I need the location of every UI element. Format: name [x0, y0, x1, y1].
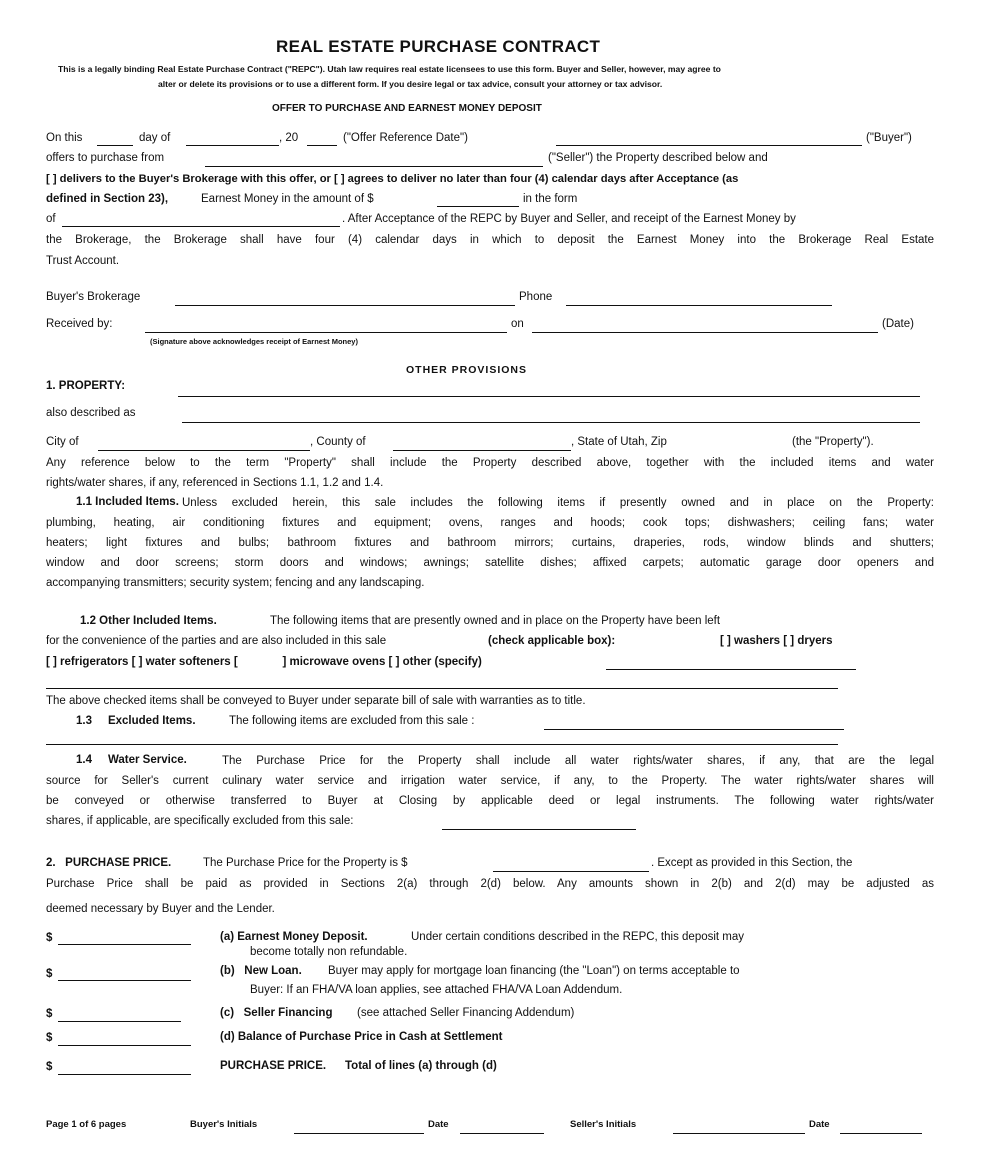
check-applicable-label: (check applicable box): — [488, 635, 616, 647]
phone-label: Phone — [519, 291, 553, 303]
total-price-text: Total of lines (a) through (d) — [345, 1060, 497, 1072]
other-included-label: 1.2 Other Included Items. — [80, 615, 217, 627]
phone-field[interactable] — [566, 305, 832, 306]
water-excluded-field[interactable] — [442, 829, 636, 830]
water-service-line-3: be conveyed or otherwise transferred to Buyer at Closing by applicable deed or legal instruments. The following water rights/water — [46, 795, 934, 807]
purchase-price-line-2: Purchase Price shall be paid as provided in Sections 2(a) through 2(d) below. Any amounts shown in 2(b) and 2(d) may be adjusted as — [46, 878, 934, 890]
other-included-line-2: for the convenience of the parties and are also included in this sale — [46, 635, 387, 647]
included-items-line-1: Unless excluded herein, this sale includes the following items if presently owned and in place on the Property: — [182, 497, 934, 509]
seller-label: ("Seller") the Property described below and — [548, 152, 768, 164]
county-field[interactable] — [393, 450, 571, 451]
washers-dryers-checkboxes[interactable]: [ ] washers [ ] dryers — [720, 635, 833, 647]
offers-from-label: offers to purchase from — [46, 152, 165, 164]
seller-financing-text: (see attached Seller Financing Addendum) — [357, 1007, 575, 1019]
buyer-name-field[interactable] — [556, 145, 862, 146]
received-date-field[interactable] — [532, 332, 878, 333]
buyer-label: ("Buyer") — [866, 132, 912, 144]
state-zip-label: , State of Utah, Zip — [571, 436, 667, 448]
page-number: Page 1 of 6 pages — [46, 1119, 127, 1130]
received-by-label: Received by: — [46, 318, 113, 330]
buyers-initials-label: Buyer's Initials — [190, 1119, 258, 1130]
purchase-price-text: The Purchase Price for the Property is $ — [203, 857, 408, 869]
included-items-line-3: heaters; light fixtures and bulbs; bathroom fixtures and bathroom mirrors; curtains, draperies, rods, window blinds and shutters; — [46, 537, 934, 549]
balance-cash-amount-field[interactable] — [58, 1045, 191, 1046]
included-items-line-5: accompanying transmitters; security system; fencing and any landscaping. — [46, 577, 425, 589]
defined-section: defined in Section 23), — [46, 193, 169, 205]
seller-financing-label: (c) Seller Financing — [220, 1007, 333, 1019]
dollar-sign-a: $ — [46, 932, 53, 944]
water-service-line-2: source for Seller's current culinary water service and irrigation water service, if any, to the Property. The water rights/water shares will — [46, 775, 934, 787]
other-provisions-heading: OTHER PROVISIONS — [406, 364, 528, 376]
on-this-label: On this — [46, 132, 83, 144]
earnest-deposit-text-2: become totally non refundable. — [250, 946, 408, 958]
total-price-field[interactable] — [58, 1074, 191, 1075]
buyers-initials-field[interactable] — [294, 1133, 424, 1134]
seller-date-label: Date — [809, 1119, 830, 1130]
section-title-offer: OFFER TO PURCHASE AND EARNEST MONEY DEPOSIT — [272, 103, 542, 114]
buyers-brokerage-label: Buyer's Brokerage — [46, 291, 141, 303]
buyer-date-label: Date — [428, 1119, 449, 1130]
seller-date-field[interactable] — [840, 1133, 922, 1134]
signature-note: (Signature above acknowledges receipt of Earnest Money) — [150, 337, 358, 346]
dollar-sign-b: $ — [46, 968, 53, 980]
buyer-date-field[interactable] — [460, 1133, 544, 1134]
purchase-price-line-3: deemed necessary by Buyer and the Lender. — [46, 903, 275, 915]
earnest-deposit-amount-field[interactable] — [58, 944, 191, 945]
water-service-line-4: shares, if applicable, are specifically excluded from this sale: — [46, 815, 354, 827]
the-property-label: (the "Property"). — [792, 436, 874, 448]
property-label: 1. PROPERTY: — [46, 380, 126, 392]
other-included-line-1: The following items that are presently owned and in place on the Property have been left — [270, 615, 721, 627]
earnest-form-field[interactable] — [62, 226, 340, 227]
trust-account-text: Trust Account. — [46, 255, 120, 267]
month-field[interactable] — [186, 145, 279, 146]
also-described-label: also described as — [46, 407, 136, 419]
city-of-label: City of — [46, 436, 79, 448]
earnest-deposit-label: (a) Earnest Money Deposit. — [220, 931, 368, 943]
year-field[interactable] — [307, 145, 337, 146]
earnest-amount-field[interactable] — [437, 206, 519, 207]
delivers-line: [ ] delivers to the Buyer's Brokerage with this offer, or [ ] agrees to deliver no later than four (4) calendar days after Acceptance (as — [46, 173, 739, 185]
property-field[interactable] — [178, 396, 920, 397]
earnest-amount-label: Earnest Money in the amount of $ — [201, 193, 374, 205]
date-label: (Date) — [882, 318, 914, 330]
earnest-deposit-text: Under certain conditions described in the REPC, this deposit may — [411, 931, 745, 943]
on-label: on — [511, 318, 524, 330]
new-loan-amount-field[interactable] — [58, 980, 191, 981]
city-field[interactable] — [98, 450, 310, 451]
reference-text-2: rights/water shares, if any, referenced in Sections 1.1, 1.2 and 1.4. — [46, 477, 384, 489]
water-service-label: 1.4 Water Service. — [76, 754, 187, 766]
after-acceptance-text: . After Acceptance of the REPC by Buyer and Seller, and receipt of the Earnest Money by — [342, 213, 796, 225]
brokerage-deposit-text: the Brokerage, the Brokerage shall have four (4) calendar days in which to deposit the Earnest Money into the Brokerage Real Estate — [46, 234, 934, 246]
purchase-price-label: 2. PURCHASE PRICE. — [46, 857, 172, 869]
purchase-price-text-b: . Except as provided in this Section, the — [651, 857, 853, 869]
in-the-form-label: in the form — [523, 193, 578, 205]
new-loan-text: Buyer may apply for mortgage loan financing (the "Loan") on terms acceptable to — [328, 965, 740, 977]
excluded-items-label: 1.3 Excluded Items. — [76, 715, 196, 727]
dollar-sign-total: $ — [46, 1061, 53, 1073]
sellers-initials-label: Seller's Initials — [570, 1119, 637, 1130]
seller-financing-amount-field[interactable] — [58, 1021, 181, 1022]
included-items-label: 1.1 Included Items. — [76, 496, 179, 508]
appliances-checkboxes[interactable]: [ ] refrigerators [ ] water softeners [ ] microwave ovens [ ] other (specify) — [46, 656, 482, 668]
of-label: of — [46, 213, 56, 225]
purchase-price-field[interactable] — [493, 871, 649, 872]
county-of-label: , County of — [310, 436, 366, 448]
new-loan-label: (b) New Loan. — [220, 965, 302, 977]
balance-cash-label: (d) Balance of Purchase Price in Cash at Settlement — [220, 1031, 503, 1043]
buyers-brokerage-field[interactable] — [175, 305, 515, 306]
offer-reference-label: ("Offer Reference Date") — [343, 132, 468, 144]
page-title: REAL ESTATE PURCHASE CONTRACT — [276, 37, 601, 56]
total-price-label: PURCHASE PRICE. — [220, 1060, 327, 1072]
seller-name-field[interactable] — [205, 166, 543, 167]
dollar-sign-c: $ — [46, 1008, 53, 1020]
day-field[interactable] — [97, 145, 133, 146]
sellers-initials-field[interactable] — [673, 1133, 805, 1134]
day-of-label: day of — [139, 132, 171, 144]
year-prefix: , 20 — [279, 132, 299, 144]
notice-line-2: alter or delete its provisions or to use a different form. If you desire legal or tax advice, consult your attorney or tax advisor. — [158, 79, 663, 89]
excluded-items-field-2[interactable] — [46, 744, 838, 745]
new-loan-text-2: Buyer: If an FHA/VA loan applies, see attached FHA/VA Loan Addendum. — [250, 984, 623, 996]
conveyed-text: The above checked items shall be conveyed to Buyer under separate bill of sale with warranties as to title. — [46, 695, 586, 707]
excluded-items-field[interactable] — [544, 729, 844, 730]
included-items-line-4: window and door screens; storm doors and windows; awnings; satellite dishes; affixed carpets; automatic garage door openers and — [46, 557, 934, 569]
reference-text-1: Any reference below to the term "Property" shall include the Property described above, together with the included items and water — [46, 457, 934, 469]
excluded-items-text: The following items are excluded from this sale : — [229, 715, 475, 727]
other-specify-field-2[interactable] — [46, 688, 838, 689]
received-by-field[interactable] — [145, 332, 507, 333]
notice-line-1: This is a legally binding Real Estate Purchase Contract ("REPC"). Utah law requires real estate licensees to use this form. Buyer and Seller, however, may agree to — [58, 64, 721, 74]
water-service-line-1: The Purchase Price for the Property shall include all water rights/water shares, if any, that are the legal — [222, 755, 934, 767]
dollar-sign-d: $ — [46, 1032, 53, 1044]
also-described-field[interactable] — [182, 422, 920, 423]
other-specify-field[interactable] — [606, 669, 856, 670]
included-items-line-2: plumbing, heating, air conditioning fixtures and equipment; ovens, ranges and hoods; cook tops; dishwashers; ceiling fans; water — [46, 517, 934, 529]
zip-field[interactable] — [700, 450, 784, 451]
